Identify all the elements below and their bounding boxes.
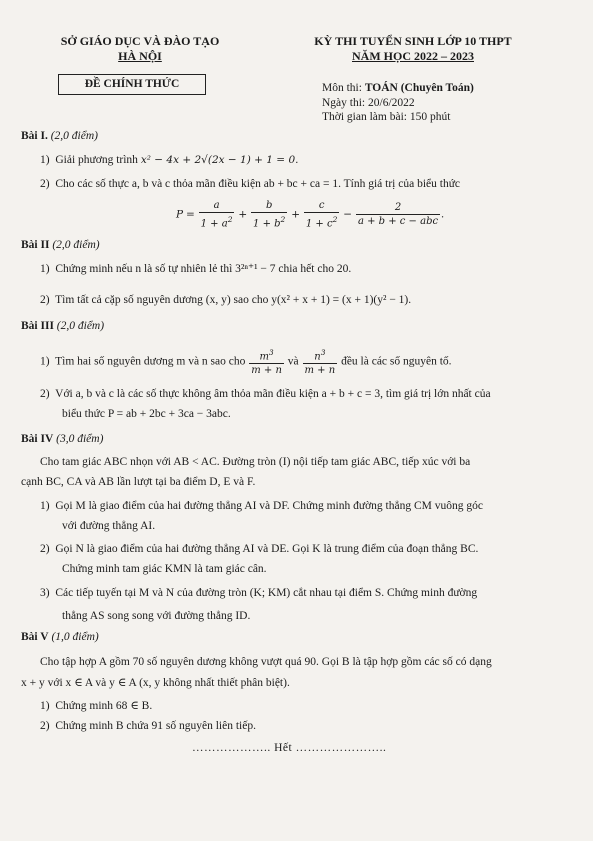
problem-2-2 <box>40 293 411 307</box>
exam-info <box>322 81 474 125</box>
item-text: Gọi M là giao điểm của hai đường thẳng AI và DF. Chứng minh đường thẳng CM vuông góc <box>55 500 483 512</box>
department-line1: SỞ GIÁO DỤC VÀ ĐÀO TẠO <box>60 34 220 48</box>
section-5-intro2: x + y với x ∈ A và y ∈ A (x, y không nhất thiết phân biệt). <box>21 677 290 689</box>
item-label: 1) <box>40 700 50 712</box>
item-text: Gọi N là giao điểm của hai đường thẳng AI và DE. Gọi K là trung điểm của đoạn thẳng BC. <box>55 543 479 555</box>
section-4-intro1: Cho tam giác ABC nhọn với AB < AC. Đường tròn (I) nội tiếp tam giác ABC, tiếp xúc với ba <box>40 456 471 468</box>
problem-4-1 <box>40 499 483 513</box>
section-title: Bài V <box>21 631 49 643</box>
section-1-heading <box>21 130 98 142</box>
header-department <box>42 34 238 64</box>
item-text: Chứng minh 68 ∈ B. <box>55 700 153 712</box>
problem-5-1 <box>40 699 152 713</box>
item-label: 2) <box>40 720 50 732</box>
item-text: Chứng minh B chứa 91 số nguyên liên tiếp. <box>55 720 256 732</box>
problem-4-3-cont: thẳng AS song song với đường thẳng ID. <box>62 610 251 622</box>
section-points: (2,0 điểm) <box>50 130 98 142</box>
school-year: NĂM HỌC 2022 – 2023 <box>352 49 474 63</box>
item-text: và <box>287 355 299 368</box>
item-text: Giải phương trình <box>55 154 138 166</box>
exam-date: Ngày thi: 20/6/2022 <box>322 96 415 109</box>
section-4-intro2: cạnh BC, CA và AB lần lượt tại ba điểm D, E và F. <box>21 476 256 488</box>
problem-3-1: 1) Tìm hai số nguyên dương m và n sao cho $\frac{m^3}{m + n}$ và $\frac{n^3}{m + n}$ đều là các số nguyên tố. <box>40 348 452 377</box>
item-label: 2) <box>40 294 50 306</box>
section-points: (2,0 điểm) <box>56 320 105 332</box>
problem-2-1 <box>40 262 351 276</box>
problem-1-2 <box>40 177 460 191</box>
official-label: ĐỀ CHÍNH THỨC <box>58 74 206 95</box>
item-text: Chứng minh nếu n là số tự nhiên lẻ thì 3²ⁿ⁺¹ − 7 chia hết cho 20. <box>55 263 352 275</box>
section-title: Bài IV <box>21 433 54 445</box>
item-math: x² − 4x + 2√(2x − 1) + 1 = 0. <box>140 154 299 166</box>
section-title: Bài III <box>21 320 54 332</box>
item-text: Tìm hai số nguyên dương m và n sao cho <box>55 355 246 368</box>
item-label: 1) <box>40 154 50 166</box>
item-text: Với a, b và c là các số thực không âm thỏa mãn điều kiện a + b + c = 3, tìm giá trị lớn nhất của <box>55 388 491 400</box>
item-text: Cho các số thực a, b và c thỏa mãn điều kiện ab + bc + ca = 1. Tính giá trị của biểu thức <box>55 178 461 190</box>
problem-4-2-cont: Chứng minh tam giác KMN là tam giác cân. <box>62 563 267 575</box>
problem-4-2 <box>40 542 478 556</box>
end-marker: ……………….. Hết ………………….. <box>192 742 387 754</box>
item-label: 1) <box>40 263 50 275</box>
problem-5-2 <box>40 719 256 733</box>
exam-title: KỲ THI TUYỂN SINH LỚP 10 THPT <box>314 34 512 48</box>
subject-label: Môn thi: <box>322 82 362 94</box>
section-title: Bài II <box>21 239 50 251</box>
formula-P: P = $\frac{a}{1 + a^2}$ + $\frac{b}{1 + b^2}$ + $\frac{c}{1 + c^2}$ − $\frac{2}{\text{a + b + c − abc}}$ . <box>176 200 444 230</box>
item-label: 1) <box>40 500 50 512</box>
section-3-heading <box>21 320 104 332</box>
problem-4-3 <box>40 586 477 600</box>
item-text: đều là các số nguyên tố. <box>341 355 452 368</box>
problem-4-1-cont: với đường thẳng AI. <box>62 520 156 532</box>
section-2-heading <box>21 239 100 251</box>
item-label: 2) <box>40 178 50 190</box>
subject-value: TOÁN (Chuyên Toán) <box>364 82 474 94</box>
section-4-heading <box>21 433 103 445</box>
subject-line <box>322 81 474 96</box>
item-label: 2) <box>40 388 50 400</box>
item-label: 1) <box>40 355 50 368</box>
problem-1-1 <box>40 153 298 167</box>
header-exam <box>300 34 526 64</box>
exam-duration: Thời gian làm bài: 150 phút <box>322 111 451 123</box>
section-title: Bài I. <box>21 130 48 142</box>
section-points: (2,0 điểm) <box>52 239 100 251</box>
item-text: Các tiếp tuyến tại M và N của đường tròn (K; KM) cắt nhau tại điểm S. Chứng minh đường <box>55 587 478 599</box>
item-label: 2) <box>40 543 50 555</box>
section-points: (1,0 điểm) <box>51 631 99 643</box>
problem-3-2 <box>40 387 491 401</box>
item-label: 3) <box>40 587 50 599</box>
section-points: (3,0 điểm) <box>56 433 104 445</box>
problem-3-2-cont: biểu thức P = ab + 2bc + 3ca − 3abc. <box>62 408 231 420</box>
item-text: Tìm tất cả cặp số nguyên dương (x, y) sao cho y(x² + x + 1) = (x + 1)(y² − 1). <box>55 294 412 306</box>
section-5-intro1: Cho tập hợp A gồm 70 số nguyên dương không vượt quá 90. Gọi B là tập hợp gồm các số có dạng <box>40 656 492 668</box>
department-line2: HÀ NỘI <box>118 49 162 63</box>
section-5-heading <box>21 631 99 643</box>
